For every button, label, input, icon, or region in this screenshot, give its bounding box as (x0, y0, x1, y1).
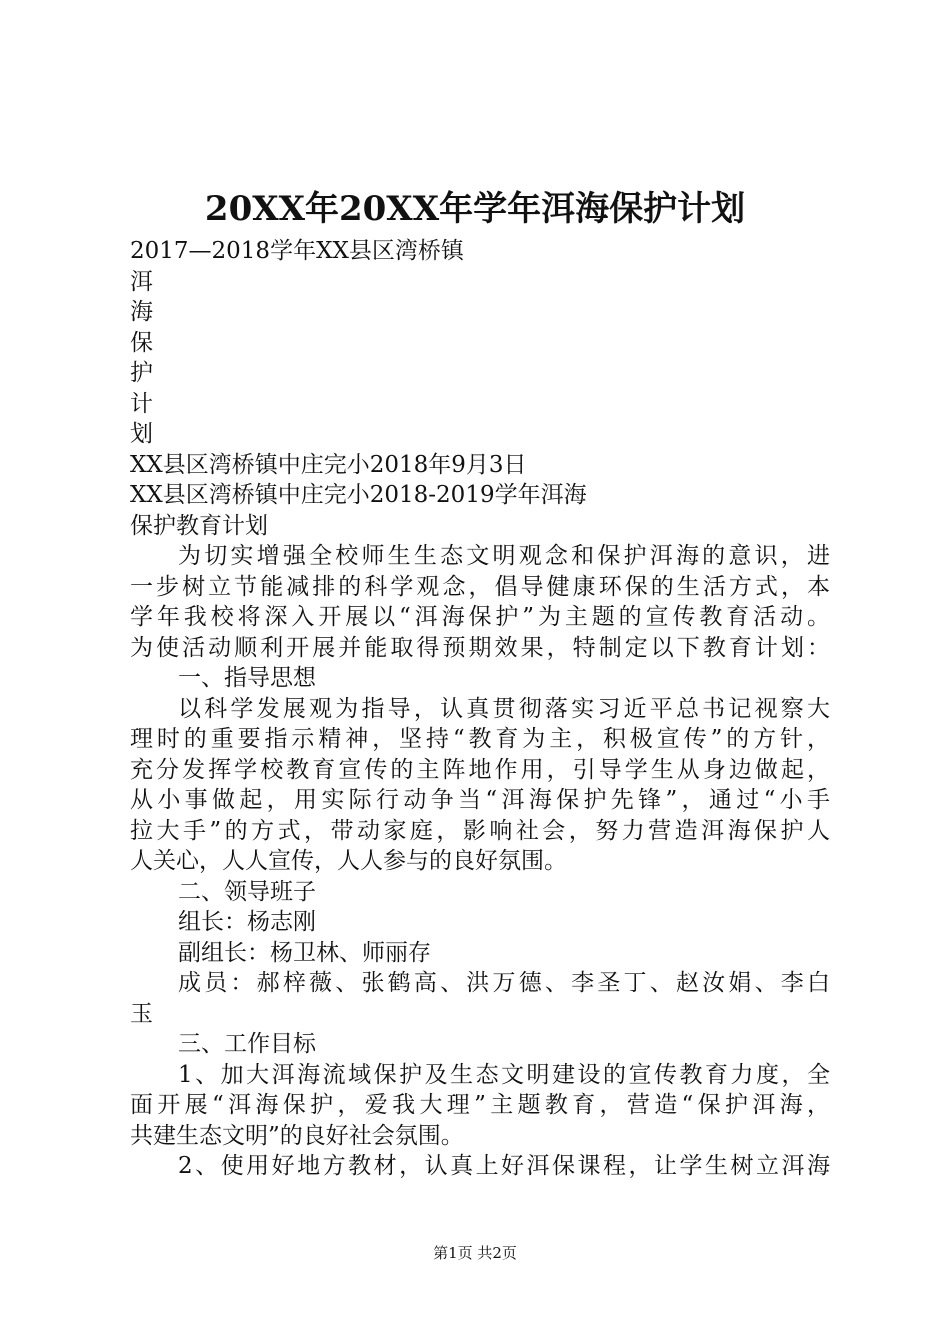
intro-line: 一步树立节能减排的科学观念，倡导健康环保的生活方式，本 (130, 574, 830, 600)
header-line: 保 (130, 330, 153, 356)
header-line: 计 (130, 391, 153, 417)
section-heading: 一、指导思想 (178, 665, 316, 691)
header-line: 2017—2018学年XX县区湾桥镇 (130, 238, 464, 264)
page-footer: 第1页 共2页 (433, 1244, 517, 1262)
header-line: 划 (130, 421, 153, 447)
paragraph-line: 拉大手”的方式，带动家庭，影响社会，努力营造洱海保护人 (130, 818, 830, 844)
intro-line: 为使活动顺利开展并能取得预期效果，特制定以下教育计划： (130, 635, 830, 661)
header-line: XX县区湾桥镇中庄完小2018年9月3日 (130, 452, 527, 478)
leader-line: 组长：杨志刚 (178, 909, 316, 935)
deputy-line: 副组长：杨卫林、师丽存 (178, 940, 431, 966)
paragraph-line: 面开展“洱海保护，爱我大理”主题教育，营造“保护洱海， (130, 1092, 830, 1118)
section-heading: 二、领导班子 (178, 879, 316, 905)
paragraph-line: 共建生态文明”的良好社会氛围。 (130, 1123, 464, 1149)
intro-line: 学年我校将深入开展以“洱海保护”为主题的宣传教育活动。 (130, 604, 830, 630)
section-heading: 三、工作目标 (178, 1031, 316, 1057)
paragraph-line: 理时的重要指示精神，坚持“教育为主，积极宣传”的方针， (130, 726, 830, 752)
paragraph-line: 从小事做起，用实际行动争当“洱海保护先锋”，通过“小手 (130, 787, 830, 813)
document-title: 20XX年20XX年学年洱海保护计划 (204, 189, 746, 229)
paragraph-line: 充分发挥学校教育宣传的主阵地作用，引导学生从身边做起， (130, 757, 830, 783)
paragraph-line: 2、使用好地方教材，认真上好洱保课程，让学生树立洱海 (178, 1153, 830, 1179)
header-line: 洱 (130, 269, 153, 295)
paragraph-line: 以科学发展观为指导，认真贯彻落实习近平总书记视察大 (178, 696, 830, 722)
members-line: 玉 (130, 1001, 153, 1027)
paragraph-line: 1、加大洱海流域保护及生态文明建设的宣传教育力度，全 (178, 1062, 830, 1088)
header-line: XX县区湾桥镇中庄完小2018-2019学年洱海 (130, 482, 587, 508)
header-line: 保护教育计划 (130, 513, 268, 539)
header-line: 护 (130, 360, 153, 386)
header-line: 海 (130, 299, 153, 325)
members-line: 成员：郝梓薇、张鹤高、洪万德、李圣丁、赵汝娟、李白 (178, 970, 830, 996)
paragraph-line: 人关心，人人宣传，人人参与的良好氛围。 (130, 848, 567, 874)
intro-line: 为切实增强全校师生生态文明观念和保护洱海的意识，进 (178, 543, 830, 569)
